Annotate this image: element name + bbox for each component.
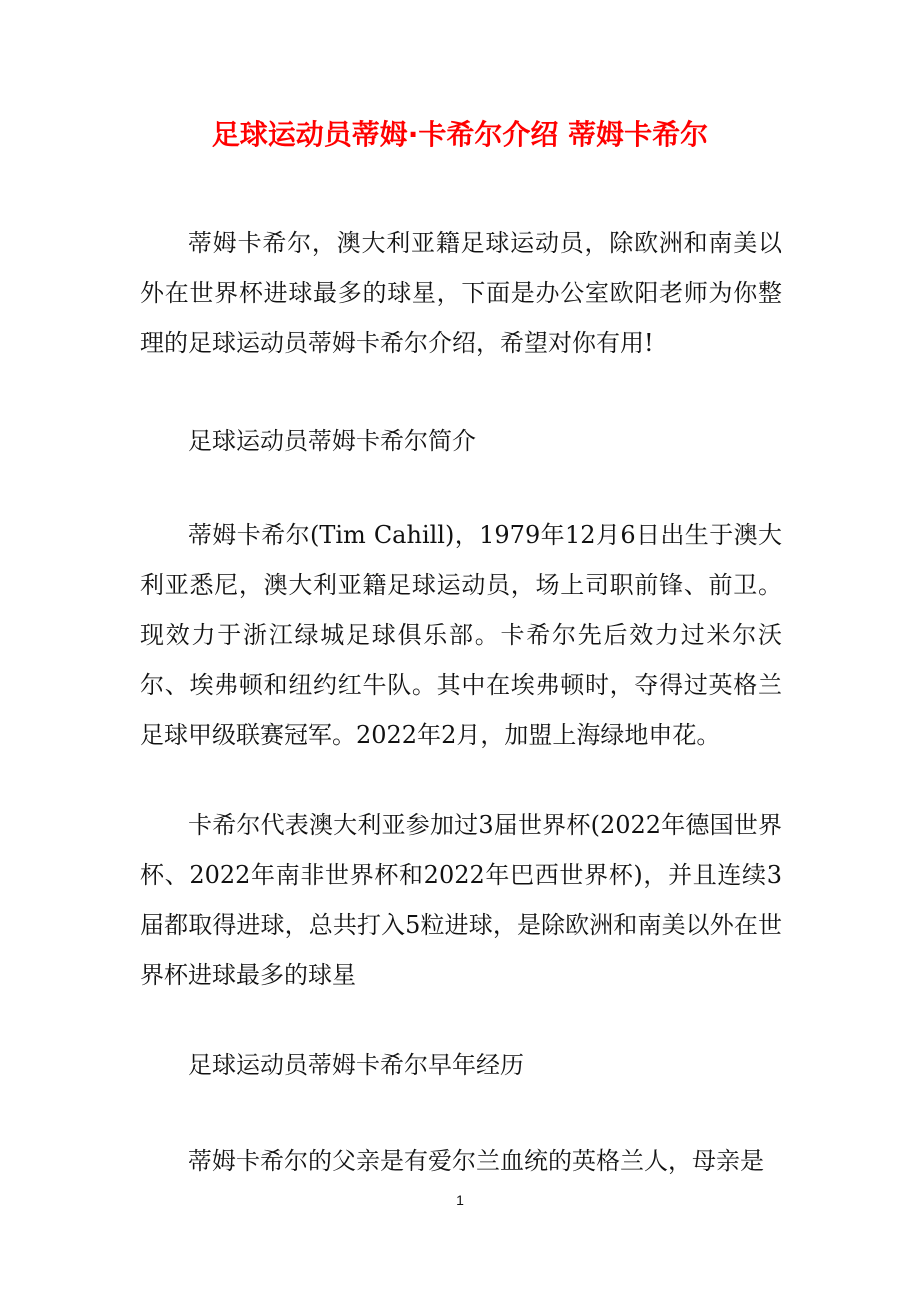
page-number: 1 xyxy=(456,1192,464,1208)
profile-paragraph: 蒂姆卡希尔(Tim Cahill)，1979年12月6日出生于澳大利亚悉尼，澳大利亚籍足球运动员，场上司职前锋、前卫。现效力于浙江绿城足球俱乐部。卡希尔先后效力过米尔沃尔、埃弗顿和纽约红牛队。其中在埃弗顿时，夺得过英格兰足球甲级联赛冠军。2022年2月，加盟上海绿地申花。 xyxy=(140,521,782,749)
world-cup-paragraph: 卡希尔代表澳大利亚参加过3届世界杯(2022年德国世界杯、2022年南非世界杯和2022年巴西世界杯)，并且连续3届都取得进球，总共打入5粒进球，是除欧洲和南美以外在世界杯进球最多的球星 xyxy=(140,811,782,989)
section-heading-profile: 足球运动员蒂姆卡希尔简介 xyxy=(188,427,476,455)
early-life-paragraph: 蒂姆卡希尔的父亲是有爱尔兰血统的英格兰人，母亲是 xyxy=(188,1147,764,1175)
intro-paragraph: 蒂姆卡希尔，澳大利亚籍足球运动员，除欧洲和南美以外在世界杯进球最多的球星，下面是办公室欧阳老师为你整理的足球运动员蒂姆卡希尔介绍，希望对你有用! xyxy=(140,229,782,357)
section-heading-early-life: 足球运动员蒂姆卡希尔早年经历 xyxy=(188,1051,524,1079)
document-title: 足球运动员蒂姆·卡希尔介绍 蒂姆卡希尔 xyxy=(211,118,709,151)
